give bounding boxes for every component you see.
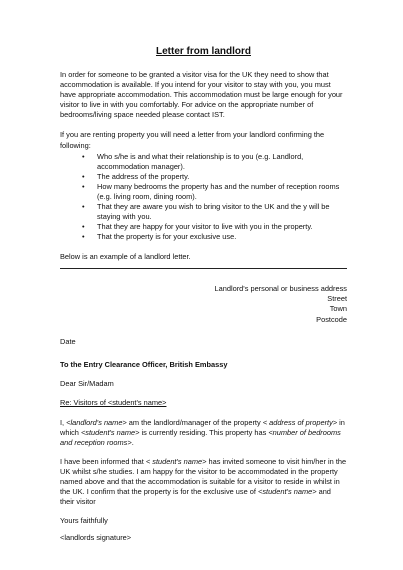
placeholder-student-name: <student's name> xyxy=(80,427,140,437)
landlord-statement-paragraph xyxy=(60,418,347,448)
text-run: I, xyxy=(60,417,67,427)
signature-placeholder: <landlords signature> xyxy=(60,533,132,543)
text-run: I have been informed that xyxy=(60,456,146,466)
list-item: • That they are aware you wish to bring visitor to the UK and the y will be staying with you. xyxy=(60,202,347,222)
list-item: • That they are happy for your visitor to live with you in the property. xyxy=(60,222,347,232)
text-run: is currently residing. This property has xyxy=(139,427,269,437)
list-item: • That the property is for your exclusive use. xyxy=(60,232,347,242)
address-postcode: Postcode xyxy=(316,314,347,324)
visitor-confirmation-paragraph xyxy=(60,457,347,507)
recipient-line: To the Entry Clearance Officer, British Embassy xyxy=(60,360,228,370)
salutation: Dear Sir/Madam xyxy=(60,379,114,389)
list-item: • The address of the property. xyxy=(60,172,347,182)
address-line: Landlord's personal or business address xyxy=(214,283,347,293)
horizontal-divider xyxy=(60,268,347,269)
placeholder-landlord-name: <landlord's name> xyxy=(66,417,127,427)
landlord-address xyxy=(60,284,347,326)
requirements-list xyxy=(60,152,347,243)
document-title: Letter from landlord xyxy=(155,46,251,57)
letter-date: Date xyxy=(60,337,76,347)
placeholder-property-address: < address of property> xyxy=(262,417,338,427)
renting-paragraph: If you are renting property you will need a letter from your landlord confirming the following: xyxy=(60,130,325,150)
intro-paragraph: In order for someone to be granted a visitor visa for the UK they need to show that accommodation is available. If you intend for your visitor to stay with you, you must have appropriate accommodation. This accommodation must be large enough for your visitor to live in with you comfortably. For advice on the appropriate number of bedrooms/living space needed please contact IST. xyxy=(60,70,343,120)
closing: Yours faithfully xyxy=(60,516,108,526)
list-item: • Who s/he is and what their relationship is to you (e.g. Landlord, accommodation manager). xyxy=(60,152,347,172)
address-street: Street xyxy=(327,294,347,303)
example-intro: Below is an example of a landlord letter. xyxy=(60,251,191,261)
letter-page xyxy=(60,46,347,544)
text-run: am the landlord/manager of the property xyxy=(126,417,263,427)
address-town: Town xyxy=(329,304,347,314)
text-run: and their visitor xyxy=(60,487,331,507)
subject-line: Re: Visitors of <student's name> xyxy=(60,397,167,407)
placeholder-student-name: < student's name> xyxy=(145,456,207,466)
text-run: has invited someone to visit him/her in the UK whilst s/he studies. I am happy for the visitor to be accommodated in the property named above and that the accommodation is suitable for a visitor to reside in whilst in the UK. I confirm that the property is for the exclusive use of xyxy=(60,456,347,497)
list-item: • How many bedrooms the property has and the number of reception rooms (e.g. living room, dining room). xyxy=(60,182,347,202)
text-run: . xyxy=(131,437,134,447)
text-run: in which xyxy=(60,417,345,437)
placeholder-student-name: <student's name> xyxy=(258,487,317,497)
placeholder-rooms: <number of bedrooms and reception rooms> xyxy=(60,427,341,447)
